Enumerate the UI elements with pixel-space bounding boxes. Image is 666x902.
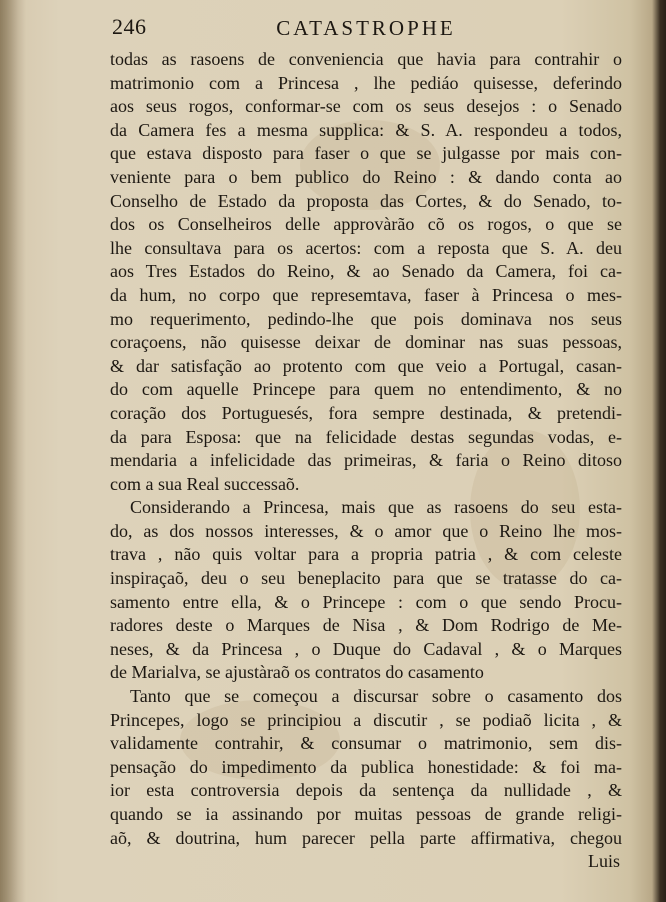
- text-line: coraçoens, não quisesse deixar de dominar nas suas pessoas,: [110, 332, 622, 353]
- text-line: matrimonio com a Princesa , lhe pediáo quisesse, deferindo: [110, 72, 622, 93]
- text-line: Princepes, logo se principiou a discutir , se podiaõ licita , &: [110, 709, 622, 730]
- text-line: radores deste o Marques de Nisa , & Dom Rodrigo de Me-: [110, 615, 622, 636]
- text-line: aos seus rogos, conformar-se com os seus desejos : o Senado: [110, 96, 622, 117]
- page-number: 246: [112, 14, 147, 39]
- text-line: mendaria a infelicidade das primeiras, & faria o Reino ditoso: [110, 450, 622, 471]
- page-content: [110, 14, 622, 874]
- text-line: mo requerimento, pedindo-lhe que pois dominava nos seus: [110, 308, 622, 329]
- text-line: validamente contrahir, & consumar o matrimonio, sem dis-: [110, 733, 622, 754]
- text-line: lhe consultava para os acertos: com a reposta que S. A. deu: [110, 237, 622, 258]
- text-line: da hum, no corpo que represemtava, faser à Princesa o mes-: [110, 284, 622, 305]
- text-line: do, as dos nossos interesses, & o amor que o Reino lhe mos-: [110, 520, 622, 541]
- catchword: Luis: [587, 851, 620, 872]
- text-line: quando se ia assinando por muitas pessoas de grande religi-: [110, 804, 622, 824]
- text-line: com a sua Real successaõ.: [110, 473, 300, 494]
- text-line: aõ, & doutrina, hum parecer pella parte affirmativa, chegou: [110, 827, 622, 848]
- text-line: que estava disposto para faser o que se julgasse por mais con-: [110, 143, 622, 164]
- text-line: coração dos Portuguesés, fora sempre destinada, & pretendi-: [110, 402, 622, 423]
- text-line: veniente para o bem publico do Reino : & dando conta ao: [110, 166, 622, 187]
- text-line: samento entre ella, & o Princepe : com o que sendo Procu-: [110, 591, 622, 612]
- text-line: todas as rasoens de conveniencia que havia para contrahir o: [110, 49, 622, 69]
- text-line: de Marialva, se ajustàraõ os contratos do casamento: [110, 662, 484, 683]
- text-line: Considerando a Princesa, mais que as rasoens do seu esta-: [130, 497, 622, 518]
- text-line: Conselho de Estado da proposta das Cortes, & do Senado, to-: [110, 190, 622, 211]
- running-head: [110, 14, 622, 46]
- text-line: da Camera fes a mesma supplica: & S. A. respondeu a todos,: [110, 119, 622, 140]
- text-line: pensação do impedimento da publica honestidade: & foi ma-: [110, 756, 622, 777]
- body-text: [110, 48, 622, 850]
- gutter-shadow: [0, 0, 26, 902]
- text-line: da para Esposa: que na felicidade destas segundas vodas, e-: [110, 426, 622, 447]
- text-line: ior esta controversia depois da sentença da nullidade , &: [110, 780, 622, 801]
- text-line: dos os Conselheiros delle approvàrão cõ os rogos, o que se: [110, 214, 622, 235]
- text-line: & dar satisfação ao protento com que veio a Portugal, casan-: [110, 355, 622, 376]
- text-line: trava , não quis voltar para a propria patria , & com celeste: [110, 544, 622, 565]
- running-title: CATASTROPHE: [276, 16, 456, 40]
- text-line: neses, & da Princesa , o Duque do Cadaval , & o Marques: [110, 638, 622, 659]
- text-line: Tanto que se começou a discursar sobre o casamento dos: [130, 686, 622, 707]
- text-line: do com aquelle Princepe para quem no entendimento, & no: [110, 379, 622, 400]
- text-line: inspiraçaõ, deu o seu beneplacito para que se tratasse do ca-: [110, 568, 622, 589]
- text-line: aos Tres Estados do Reino, & ao Senado da Camera, foi ca-: [110, 261, 622, 282]
